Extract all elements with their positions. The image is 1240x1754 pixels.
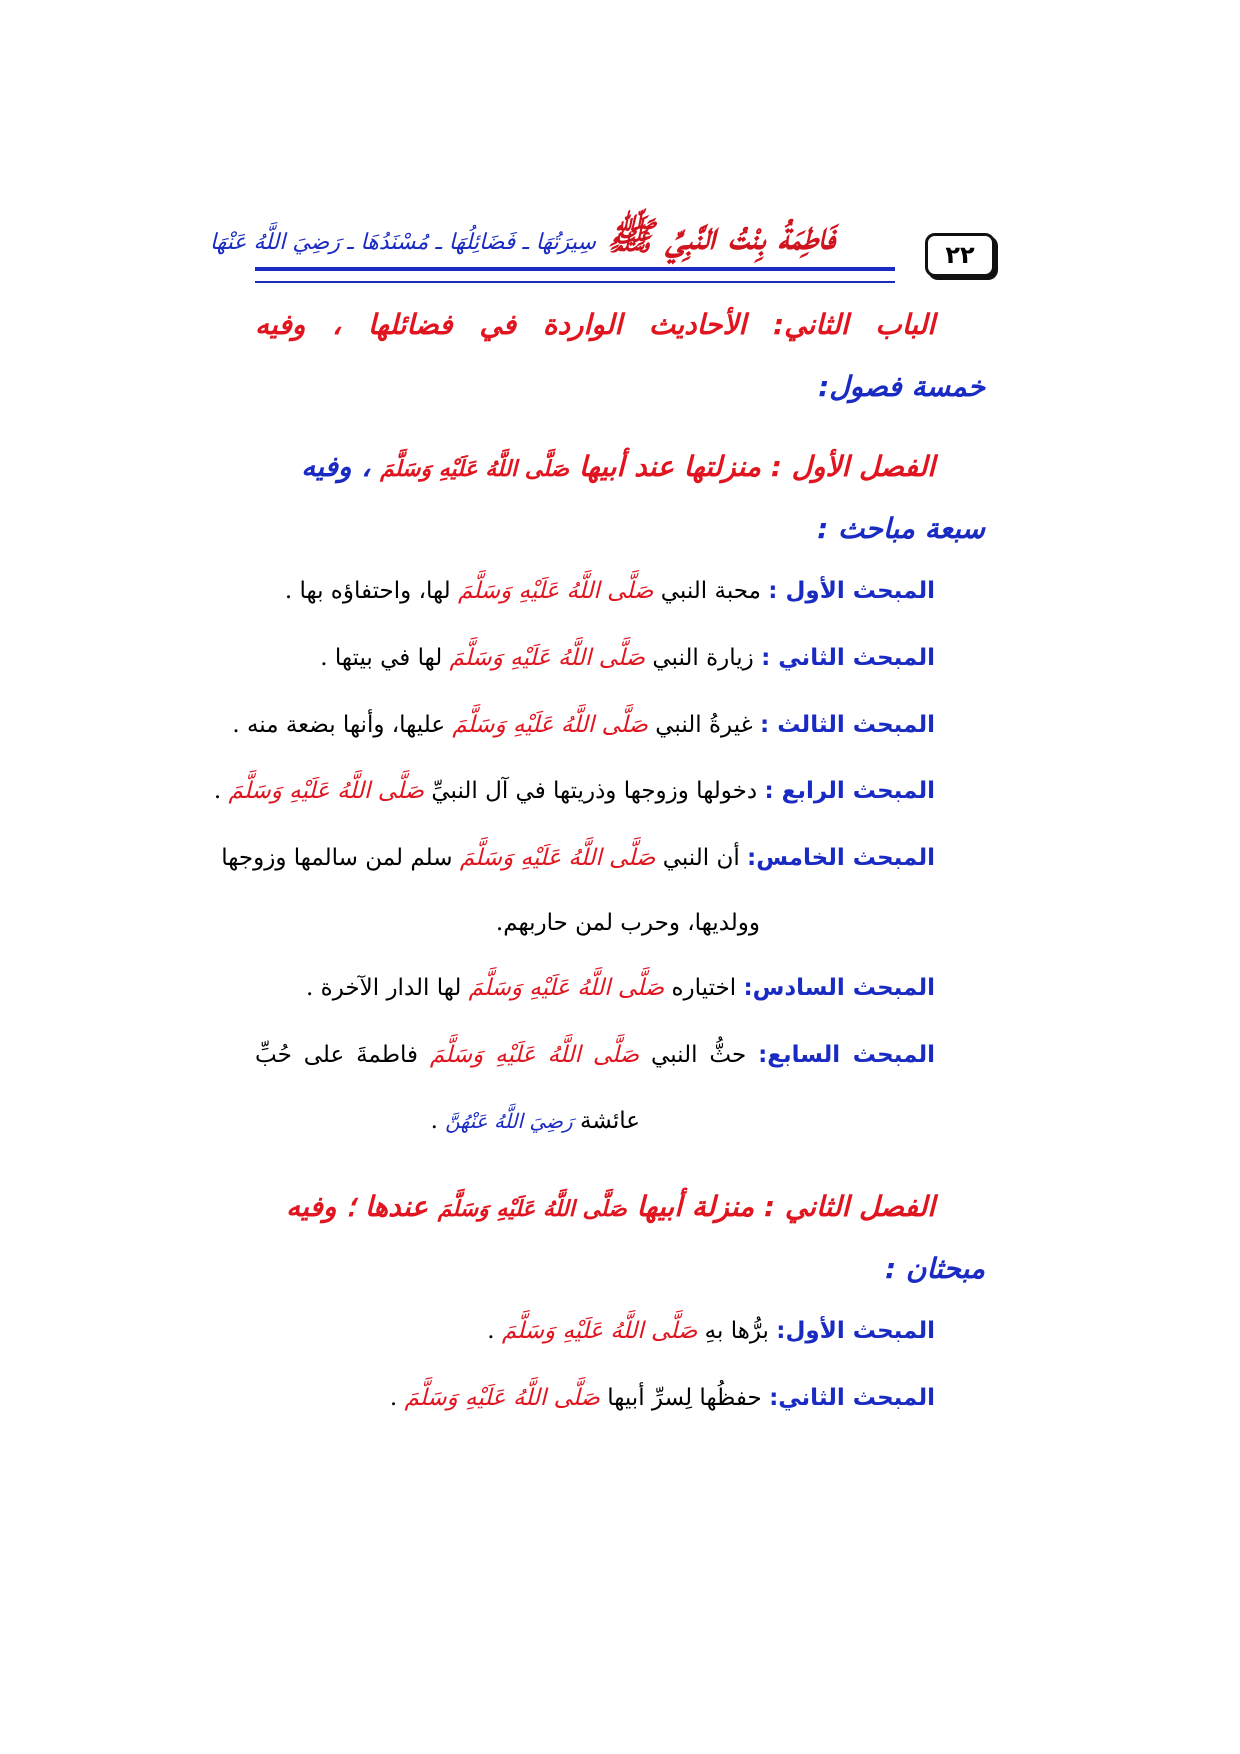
chapter-1-title: الفصل الأول : منزلتها عند أبيها [578, 450, 935, 483]
chapter-2-honor: صَلَّى اللَّهُ عَلَيْهِ وَسَلَّمَ [437, 1196, 627, 1222]
item-text-pre: دخولها وزوجها وذريتها في آل النبيِّ [431, 778, 758, 804]
item-label: المبحث الخامس: [747, 845, 935, 871]
item-label: المبحث الأول : [768, 578, 935, 604]
item-text-post: . [389, 1385, 398, 1411]
item-honor: صَلَّى اللَّهُ عَلَيْهِ وَسَلَّمَ [429, 1042, 640, 1068]
chapter-1-subheading: سبعة مباحث : [817, 512, 985, 545]
chapter-1-item [285, 578, 935, 604]
item-text-post: سلم لمن سالمها وزوجها [221, 845, 453, 871]
item-label: المبحث الثاني: [769, 1385, 935, 1411]
chapter-1-honor: صَلَّى اللَّهُ عَلَيْهِ وَسَلَّمَ [380, 456, 570, 482]
chapter-1-item [320, 645, 935, 671]
item-text-pre: غيرةُ النبي [655, 712, 753, 738]
chapter-1-item [255, 1042, 935, 1068]
chapter-1-item [214, 778, 935, 804]
chapter-1-item [232, 712, 935, 738]
chapter-1-item [221, 845, 935, 871]
chapter-1-item-continuation [431, 1108, 640, 1134]
item-text-pre: برُّها بهِ [704, 1318, 769, 1344]
item-text-pre: حفظُها لِسرِّ أبيها [607, 1385, 762, 1411]
item-label: المبحث السادس: [743, 975, 935, 1001]
item-text-post: لها في بيتها . [320, 645, 443, 671]
page-number: ٢٢ [925, 233, 995, 277]
chapter-2-subheading: مبحثان : [884, 1252, 985, 1285]
item-text-pre: اختياره [671, 975, 737, 1001]
item-text-post: . [430, 1108, 438, 1134]
item-text-post: لها، واحتفاؤه بها . [284, 578, 451, 604]
chapter-2-tail: عندها ؛ وفيه [286, 1190, 429, 1223]
chapter-2-heading [255, 1190, 935, 1223]
item-label: المبحث الثاني : [761, 645, 935, 671]
item-honor: صَلَّى اللَّهُ عَلَيْهِ وَسَلَّمَ [452, 712, 648, 738]
chapter-1-heading [255, 450, 935, 483]
item-text-post: فاطمةَ على حُبِّ [255, 1042, 419, 1068]
section-heading-text: الباب الثاني: الأحاديث الواردة في فضائلها ، وفيه [255, 308, 935, 341]
item-text-pre: زيارة النبي [652, 645, 754, 671]
item-honor: رَضِيَ اللَّهُ عَنْهُنَّ [445, 1109, 573, 1133]
item-text-post: . [213, 778, 222, 804]
section-heading-line-1 [255, 308, 935, 341]
item-text-post: . [487, 1318, 495, 1344]
item-honor: صَلَّى اللَّهُ عَلَيْهِ وَسَلَّمَ [404, 1385, 600, 1411]
item-honor: صَلَّى اللَّهُ عَلَيْهِ وَسَلَّمَ [457, 578, 654, 604]
item-text-pre: حثُّ النبي [651, 1042, 747, 1068]
item-label: المبحث السابع: [758, 1042, 936, 1068]
book-title-sub: سِيرَتُهَا ـ فَضَائِلُهَا ـ مُسْنَدُهَا ـ رَضِيَ اللَّهُ عَنْهَا [209, 230, 596, 255]
item-label: المبحث الرابع : [764, 778, 935, 804]
chapter-2-item [390, 1385, 935, 1411]
item-text-post: عليها، وأنها بضعة منه . [232, 712, 446, 738]
chapter-1-item-continuation: وولديها، وحرب لمن حاربهم. [495, 910, 760, 936]
item-text: عائشة [580, 1108, 640, 1134]
item-honor: صَلَّى اللَّهُ عَلَيْهِ وَسَلَّمَ [501, 1318, 698, 1344]
item-label: المبحث الثالث : [760, 712, 935, 738]
item-text-pre: محبة النبي [660, 578, 761, 604]
chapter-2-title: الفصل الثاني : منزلة أبيها [636, 1190, 935, 1223]
item-honor: صَلَّى اللَّهُ عَلَيْهِ وَسَلَّمَ [228, 778, 425, 804]
item-honor: صَلَّى اللَّهُ عَلَيْهِ وَسَلَّمَ [449, 645, 646, 671]
chapter-1-item [306, 975, 935, 1001]
book-title-main: فَاطِمَةُ بِنْتُ النَّبِيِّ ﷺ [607, 213, 835, 258]
item-honor: صَلَّى اللَّهُ عَلَيْهِ وَسَلَّمَ [459, 845, 656, 871]
item-text-post: لها الدار الآخرة . [306, 975, 462, 1001]
item-text-pre: أن النبي [662, 845, 740, 871]
item-honor: صَلَّى اللَّهُ عَلَيْهِ وَسَلَّمَ [468, 975, 665, 1001]
chapter-2-item [487, 1318, 935, 1344]
section-heading-line-2: خمسة فصول: [818, 370, 985, 403]
chapter-1-tail: ، وفيه [301, 450, 371, 483]
item-label: المبحث الأول: [776, 1318, 935, 1344]
